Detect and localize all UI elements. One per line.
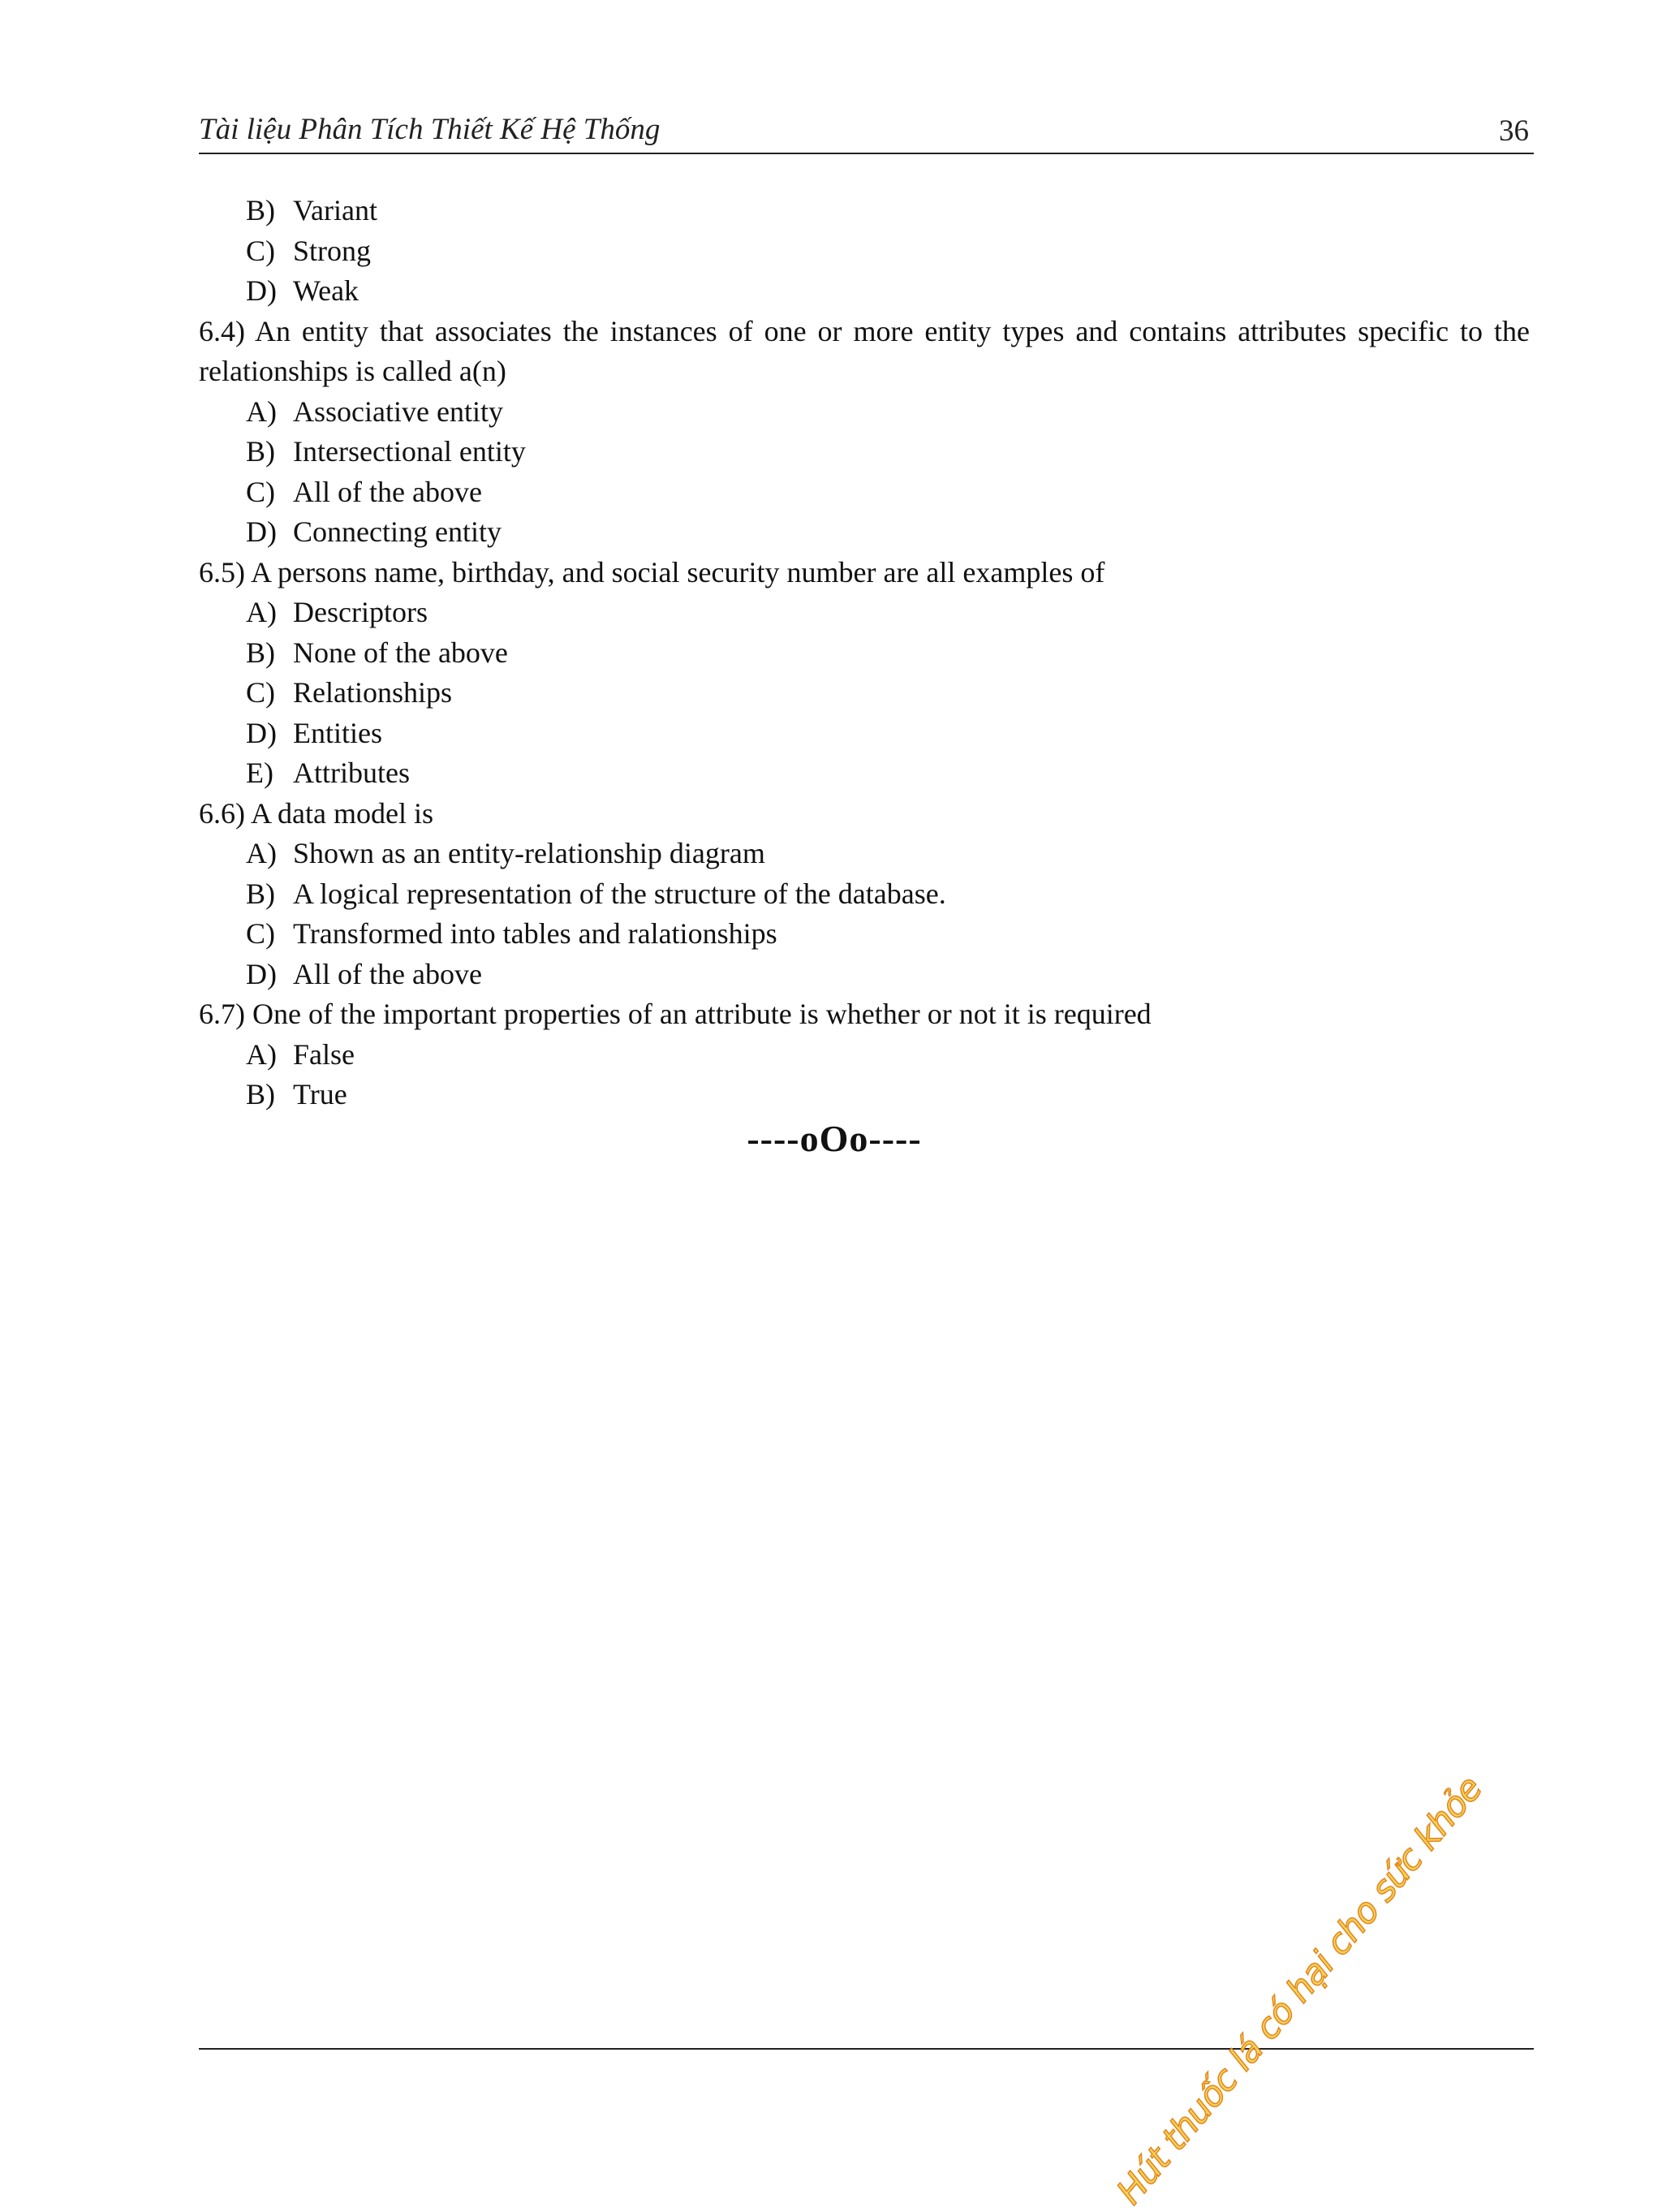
- option-text: Intersectional entity: [293, 435, 526, 468]
- option-item: [199, 753, 1530, 794]
- option-letter: C): [246, 917, 275, 950]
- question-text: 6.7) One of the important properties of an attribute is whether or not it is required: [199, 998, 1152, 1030]
- option-item: [199, 955, 1530, 995]
- quiz-content: [199, 191, 1530, 1115]
- option-text: Relationships: [293, 676, 452, 709]
- header-title: Tài liệu Phân Tích Thiết Kế Hệ Thống: [199, 113, 661, 146]
- option-letter: D): [246, 515, 277, 548]
- option-item: [199, 714, 1530, 754]
- option-text: Entities: [293, 716, 382, 749]
- section-end-mark: ----oOo----: [747, 1118, 922, 1159]
- option-letter: D): [246, 957, 277, 990]
- page-header: [199, 110, 1534, 154]
- option-letter: C): [246, 475, 275, 508]
- option-letter: A): [246, 596, 277, 628]
- question-text: 6.6) A data model is: [199, 796, 433, 830]
- option-text: A logical representation of the structure of the database.: [293, 877, 946, 910]
- option-letter: B): [246, 435, 275, 468]
- option-text: Associative entity: [293, 395, 503, 428]
- option-item: [199, 472, 1530, 513]
- option-text: Weak: [293, 274, 360, 307]
- option-letter: A): [246, 1037, 277, 1071]
- question-text: 6.5) A persons name, birthday, and social security number are all examples of: [199, 555, 1105, 589]
- option-text: Variant: [293, 194, 377, 226]
- option-letter: C): [246, 234, 275, 267]
- option-text: Connecting entity: [293, 515, 502, 548]
- option-letter: C): [246, 676, 275, 709]
- option-letter: B): [246, 1078, 275, 1110]
- option-letter: A): [246, 395, 277, 428]
- option-item: [199, 271, 1530, 312]
- page-number: 36: [1499, 114, 1529, 148]
- option-item: [199, 593, 1530, 633]
- watermark: Hút thuốc lá có hại cho sức khỏe: [1109, 1769, 1491, 2212]
- option-item: [199, 1075, 1530, 1115]
- option-text: Strong: [293, 234, 372, 267]
- option-text: Transformed into tables and ralationships: [293, 917, 777, 950]
- option-letter: B): [246, 877, 275, 910]
- option-text: All of the above: [293, 957, 482, 990]
- option-item: [199, 392, 1530, 433]
- option-item: [199, 834, 1530, 874]
- option-text: All of the above: [293, 475, 482, 508]
- option-letter: A): [246, 837, 277, 869]
- option-item: [199, 191, 1530, 231]
- option-letter: B): [246, 636, 275, 669]
- option-item: [199, 673, 1530, 714]
- option-text: Shown as an entity-relationship diagram: [293, 837, 765, 869]
- option-text: Descriptors: [293, 596, 428, 628]
- option-item: [199, 914, 1530, 955]
- option-letter: D): [246, 274, 277, 307]
- option-text: Attributes: [293, 757, 410, 789]
- option-letter: E): [246, 757, 273, 789]
- option-item: [199, 874, 1530, 915]
- question-text: 6.4) An entity that associates the instances of one or more entity types and contains attributes specific to the relationships is called a(n): [199, 314, 1530, 387]
- option-item: [199, 512, 1530, 553]
- option-item: [199, 1035, 1530, 1076]
- option-item: [199, 231, 1530, 272]
- option-text: True: [293, 1078, 347, 1110]
- option-item: [199, 432, 1530, 472]
- option-letter: D): [246, 716, 277, 749]
- option-text: False: [293, 1037, 355, 1071]
- option-letter: B): [246, 194, 275, 226]
- footer-rule: [199, 2048, 1534, 2050]
- option-item: [199, 633, 1530, 674]
- option-text: None of the above: [293, 636, 508, 669]
